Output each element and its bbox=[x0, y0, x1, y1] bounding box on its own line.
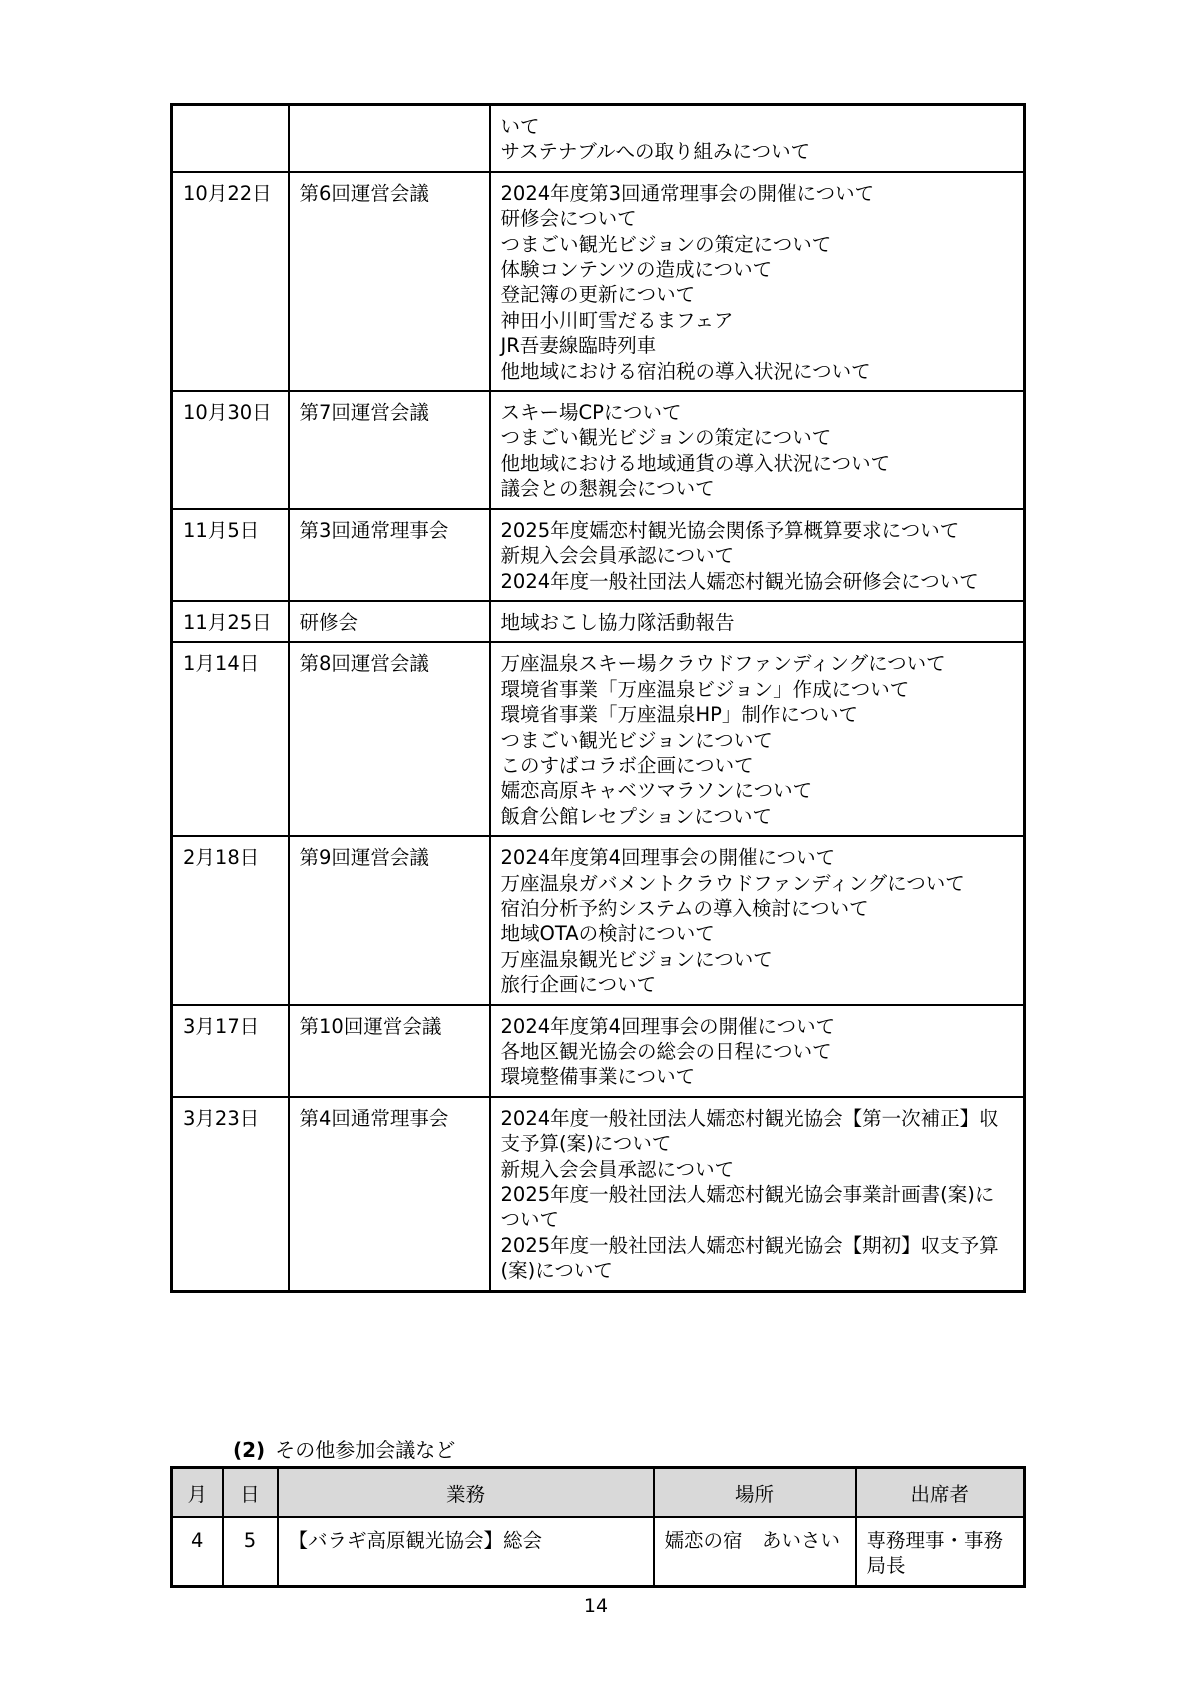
cell-day: 5 bbox=[223, 1517, 278, 1586]
table-row bbox=[172, 172, 1025, 391]
cell-date: 2月18日 bbox=[172, 836, 289, 1004]
agenda-item: 2024年度一般社団法人嬬恋村観光協会研修会について bbox=[500, 569, 979, 593]
agenda-item: 宿泊分析予約システムの導入検討について bbox=[500, 896, 869, 920]
agenda-item: スキー場CPについて bbox=[500, 401, 682, 425]
agenda-item: 万座温泉ガバメントクラウドファンディングについて bbox=[500, 871, 965, 895]
agenda-item: 嬬恋高原キャベツマラソンについて bbox=[500, 779, 813, 803]
agenda-item: サステナブルへの取り組みについて bbox=[500, 140, 811, 164]
agenda-item: 他地域における宿泊税の導入状況について bbox=[500, 359, 871, 383]
cell-agenda bbox=[490, 105, 1025, 172]
header-place: 場所 bbox=[654, 1468, 856, 1518]
header-task: 業務 bbox=[278, 1468, 654, 1518]
agenda-item: つまごい観光ビジョンについて bbox=[500, 728, 773, 752]
cell-date: 1月14日 bbox=[172, 642, 289, 836]
cell-meeting: 第9回運営会議 bbox=[289, 836, 490, 1004]
section-number: (2) bbox=[233, 1438, 266, 1462]
cell-agenda bbox=[490, 509, 1025, 601]
other-meetings-table bbox=[170, 1466, 1026, 1588]
cell-date: 3月17日 bbox=[172, 1005, 289, 1097]
cell-agenda bbox=[490, 642, 1025, 836]
cell-agenda bbox=[490, 1097, 1025, 1291]
cell-agenda bbox=[490, 836, 1025, 1004]
table-row bbox=[172, 836, 1025, 1004]
cell-meeting: 第6回運営会議 bbox=[289, 172, 490, 391]
agenda-item: 2025年度一般社団法人嬬恋村観光協会【期初】収支予算(案)について bbox=[500, 1233, 999, 1283]
agenda-item: 神田小川町雪だるまフェア bbox=[500, 308, 734, 332]
agenda-item: 2024年度第3回通常理事会の開催について bbox=[500, 181, 875, 205]
agenda-item: 2024年度第4回理事会の開催について bbox=[500, 1014, 836, 1038]
cell-agenda bbox=[490, 391, 1025, 509]
cell-meeting: 第7回運営会議 bbox=[289, 391, 490, 509]
table-row bbox=[172, 1097, 1025, 1291]
cell-agenda bbox=[490, 601, 1025, 642]
agenda-item: 議会との懇親会について bbox=[500, 477, 715, 501]
table-row bbox=[172, 105, 1025, 172]
header-month: 月 bbox=[172, 1468, 223, 1518]
table-row bbox=[172, 601, 1025, 642]
agenda-item: 飯倉公館レセプションについて bbox=[500, 804, 772, 828]
agenda-item: 他地域における地域通貨の導入状況について bbox=[500, 451, 891, 475]
table-row bbox=[172, 391, 1025, 509]
cell-meeting bbox=[289, 105, 490, 172]
agenda-item: 環境省事業「万座温泉ビジョン」作成について bbox=[500, 677, 910, 701]
cell-date: 3月23日 bbox=[172, 1097, 289, 1291]
cell-task: 【バラギ高原観光協会】総会 bbox=[278, 1517, 654, 1586]
cell-agenda bbox=[490, 1005, 1025, 1097]
agenda-item: 2025年度嬬恋村観光協会関係予算概算要求について bbox=[500, 518, 960, 542]
cell-meeting: 第3回通常理事会 bbox=[289, 509, 490, 601]
cell-date bbox=[172, 105, 289, 172]
agenda-item: 体験コンテンツの造成について bbox=[500, 258, 773, 282]
section-title: その他参加会議など bbox=[275, 1438, 456, 1462]
agenda-item: 万座温泉観光ビジョンについて bbox=[500, 947, 773, 971]
agenda-item: JR吾妻線臨時列車 bbox=[500, 334, 657, 358]
section-heading bbox=[233, 1434, 455, 1463]
table-row bbox=[172, 1517, 1025, 1586]
cell-date: 10月30日 bbox=[172, 391, 289, 509]
agenda-item: 新規入会会員承認について bbox=[500, 544, 735, 568]
agenda-item: 環境省事業「万座温泉HP」制作について bbox=[500, 703, 859, 727]
cell-date: 10月22日 bbox=[172, 172, 289, 391]
agenda-item: 登記簿の更新について bbox=[500, 283, 696, 307]
agenda-item: 地域OTAの検討について bbox=[500, 922, 715, 946]
agenda-item: 各地区観光協会の総会の日程について bbox=[500, 1040, 832, 1063]
agenda-item: いて bbox=[500, 115, 540, 138]
agenda-item: つまごい観光ビジョンの策定について bbox=[500, 232, 832, 256]
cell-meeting: 第10回運営会議 bbox=[289, 1005, 490, 1097]
agenda-item: 旅行企画について bbox=[500, 973, 657, 997]
agenda-item: このすばコラボ企画について bbox=[500, 753, 754, 777]
page-number: 14 bbox=[583, 1595, 609, 1617]
table-row bbox=[172, 509, 1025, 601]
agenda-item: 2024年度一般社団法人嬬恋村観光協会【第一次補正】収支予算(案)について bbox=[500, 1106, 999, 1156]
cell-attendee: 専務理事・事務局長 bbox=[856, 1517, 1025, 1586]
agenda-item: 地域おこし協力隊活動報告 bbox=[500, 610, 735, 634]
cell-place: 嬬恋の宿 あいさい bbox=[654, 1517, 856, 1586]
table-row bbox=[172, 1005, 1025, 1097]
cell-meeting: 研修会 bbox=[289, 601, 490, 642]
cell-meeting: 第8回運営会議 bbox=[289, 642, 490, 836]
header-row bbox=[172, 1468, 1025, 1518]
agenda-item: 2025年度一般社団法人嬬恋村観光協会事業計画書(案)について bbox=[500, 1183, 995, 1232]
agenda-item: 万座温泉スキー場クラウドファンディングについて bbox=[500, 652, 946, 676]
meetings-table bbox=[170, 103, 1026, 1293]
cell-date: 11月25日 bbox=[172, 601, 289, 642]
cell-meeting: 第4回通常理事会 bbox=[289, 1097, 490, 1291]
header-day: 日 bbox=[223, 1468, 278, 1518]
agenda-item: 新規入会会員承認について bbox=[500, 1157, 735, 1181]
agenda-item: つまごい観光ビジョンの策定について bbox=[500, 426, 832, 450]
table-row bbox=[172, 642, 1025, 836]
agenda-item: 2024年度第4回理事会の開催について bbox=[500, 846, 836, 870]
cell-date: 11月5日 bbox=[172, 509, 289, 601]
cell-month: 4 bbox=[172, 1517, 223, 1586]
agenda-item: 研修会について bbox=[500, 207, 637, 231]
agenda-item: 環境整備事業について bbox=[500, 1065, 696, 1089]
header-attendee: 出席者 bbox=[856, 1468, 1025, 1518]
cell-agenda bbox=[490, 172, 1025, 391]
